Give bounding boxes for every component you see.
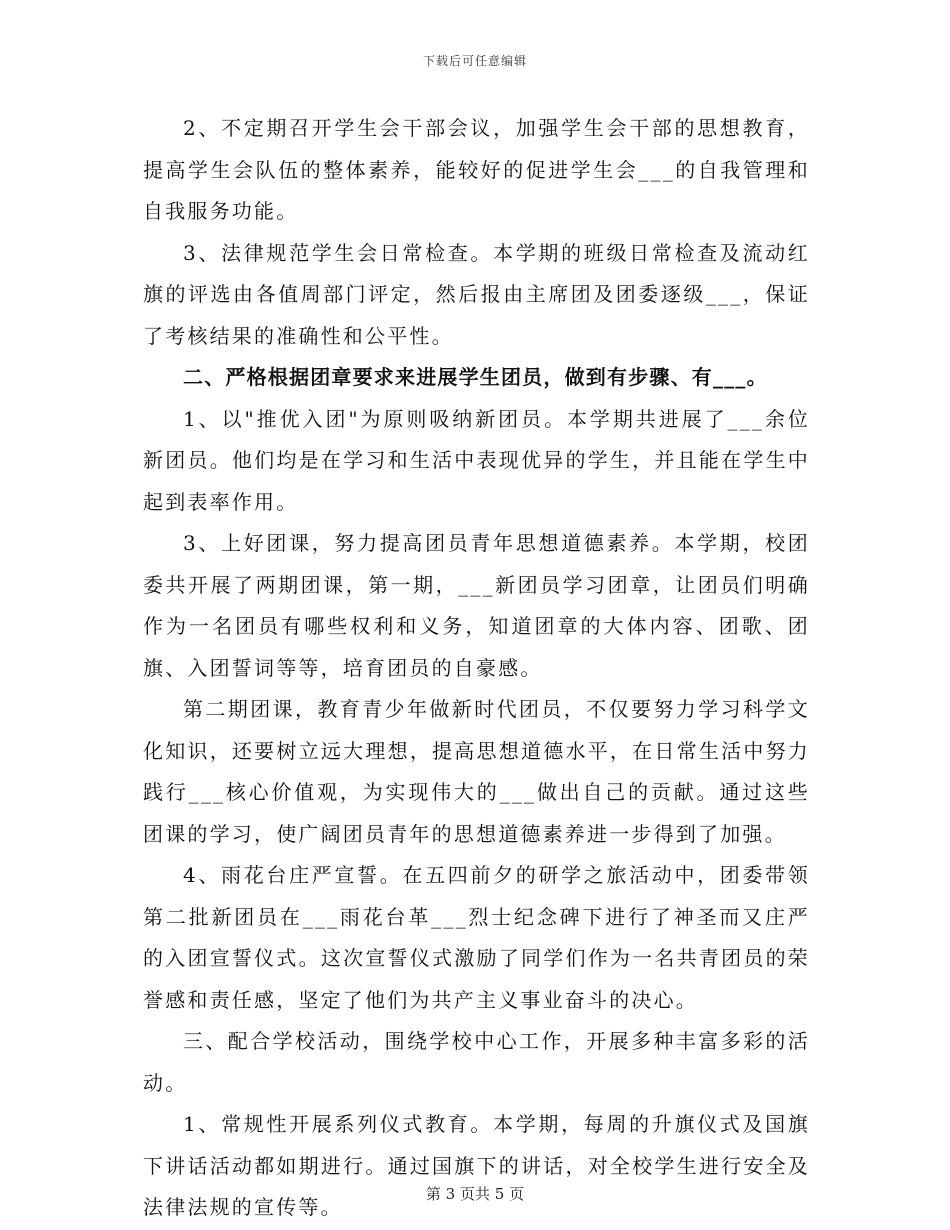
paragraph-league-class-one: 3、上好团课，努力提高团员青年思想道德素养。本学期，校团委共开展了两期团课，第一期，___新团员学习团章，让团员们明确作为一名团员有哪些权利和义务，知道团章的大体内容、团歌、团旗、入团誓词等等，培育团员的自豪感。 bbox=[143, 531, 810, 680]
section-heading-league-members: 二、严格根据团章要求来进展学生团员，做到有步骤、有___。 bbox=[183, 365, 768, 389]
page-header-note: 下载后可任意编辑 bbox=[422, 54, 527, 68]
section-heading-school-activities: 三、配合学校活动，围绕学校中心工作，开展多种丰富多彩的活动。 bbox=[143, 1029, 810, 1095]
page-number: 第 3 页共 5 页 bbox=[425, 1185, 525, 1203]
paragraph-ceremony-education: 1、常规性开展系列仪式教育。本学期，每周的升旗仪式及国旗下讲话活动都如期进行。通过国旗下的讲话，对全校学生进行安全及法律法规的宣传等。 bbox=[143, 1112, 810, 1219]
paragraph-yuhuatai-oath: 4、雨花台庄严宣誓。在五四前夕的研学之旅活动中，团委带领第二批新团员在___雨花台革___烈士纪念碑下进行了神圣而又庄严的入团宣誓仪式。这次宣誓仪式激励了同学们作为一名共青团员的荣誉感和责任感，坚定了他们为共产主义事业奋斗的决心。 bbox=[143, 863, 810, 1012]
paragraph-recruit-members: 1、以"推优入团"为原则吸纳新团员。本学期共进展了___余位新团员。他们均是在学习和生活中表现优异的学生，并且能在学生中起到表率作用。 bbox=[143, 406, 810, 514]
paragraph-daily-inspection: 3、法律规范学生会日常检查。本学期的班级日常检查及流动红旗的评选由各值周部门评定，然后报由主席团及团委逐级___，保证了考核结果的准确性和公平性。 bbox=[143, 240, 810, 348]
paragraph-student-union-meetings: 2、不定期召开学生会干部会议，加强学生会干部的思想教育，提高学生会队伍的整体素养，能较好的促进学生会___的自我管理和自我服务功能。 bbox=[143, 116, 810, 223]
paragraph-league-class-two: 第二期团课，教育青少年做新时代团员，不仅要努力学习科学文化知识，还要树立远大理想，提高思想道德水平，在日常生活中努力践行___核心价值观，为实现伟大的___做出自己的贡献。通过这些团课的学习，使广阔团员青年的思想道德素养进一步得到了加强。 bbox=[143, 697, 810, 846]
document-body bbox=[143, 108, 810, 1229]
